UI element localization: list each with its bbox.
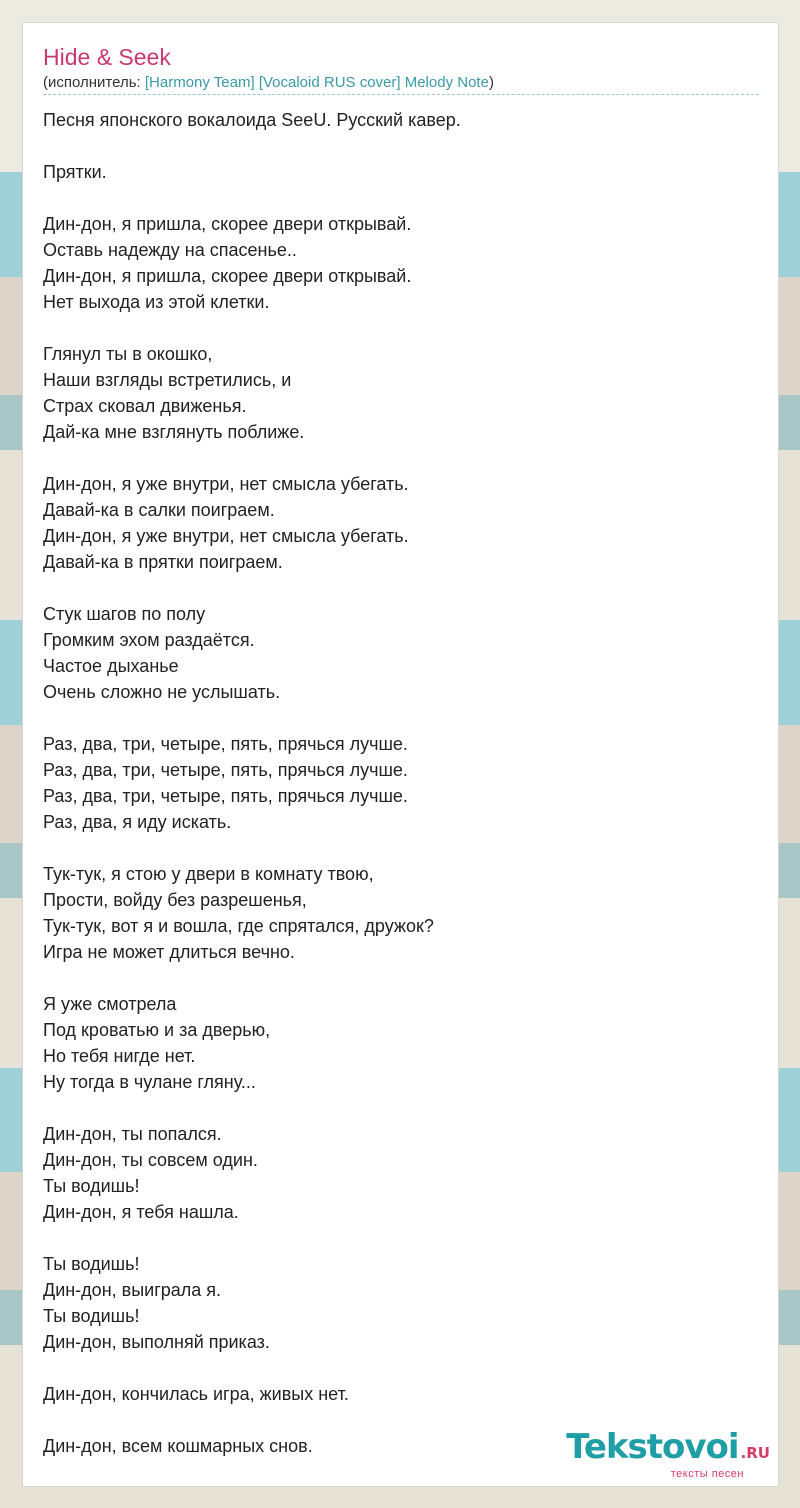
- lyric-line: Давай-ка в салки поиграем.: [43, 500, 275, 520]
- performer-link-harmony-team[interactable]: [Harmony Team]: [144, 74, 255, 91]
- lyrics-stanza: [43, 107, 758, 133]
- lyric-line: Нет выхода из этой клетки.: [43, 292, 270, 312]
- lyric-line: Дин-дон, выиграла я.: [43, 1280, 222, 1300]
- lyric-line: Тук-тук, вот я и вошла, где спрятался, дружок?: [43, 916, 434, 936]
- lyric-line: Дин-дон, кончилась игра, живых нет.: [43, 1384, 349, 1404]
- lyric-line: Тук-тук, я стою у двери в комнату твою,: [43, 864, 374, 884]
- lyrics-stanza: [43, 601, 758, 705]
- lyric-line: Ты водишь!: [43, 1306, 140, 1326]
- performer-prefix: (исполнитель:: [43, 74, 145, 91]
- lyric-line: Оставь надежду на спасенье..: [43, 240, 297, 260]
- lyric-line: Страх сковал движенья.: [43, 396, 247, 416]
- lyric-line: Дин-дон, я пришла, скорее двери открывай.: [43, 266, 412, 286]
- lyric-line: Под кроватью и за дверью,: [43, 1020, 271, 1040]
- logo-wordmark: [566, 1427, 770, 1470]
- lyric-line: Раз, два, я иду искать.: [43, 812, 232, 832]
- logo-tld: .RU: [740, 1444, 770, 1462]
- lyric-line: Дин-дон, я тебя нашла.: [43, 1202, 239, 1222]
- lyric-line: Наши взгляды встретились, и: [43, 370, 292, 390]
- lyric-line: Дин-дон, выполняй приказ.: [43, 1332, 270, 1352]
- lyric-line: Частое дыханье: [43, 656, 179, 676]
- lyric-line: Я уже смотрела: [43, 994, 177, 1014]
- lyrics-stanza: [43, 341, 758, 445]
- lyrics-stanza: [43, 861, 758, 965]
- lyric-line: Раз, два, три, четыре, пять, прячься лучше.: [43, 760, 408, 780]
- lyric-line: Стук шагов по полу: [43, 604, 206, 624]
- performer-link-vocaloid-rus-cover[interactable]: [Vocaloid RUS cover]: [258, 74, 401, 91]
- lyric-line: Прятки.: [43, 162, 107, 182]
- lyric-line: Но тебя нигде нет.: [43, 1046, 196, 1066]
- lyric-line: Дай-ка мне взглянуть поближе.: [43, 422, 305, 442]
- lyrics-stanza: [43, 1251, 758, 1355]
- lyric-line: Песня японского вокалоида SeeU. Русский кавер.: [43, 110, 461, 130]
- lyric-line: Игра не может длиться вечно.: [43, 942, 295, 962]
- lyrics-stanza: [43, 211, 758, 315]
- lyrics-stanza: [43, 1381, 758, 1407]
- lyrics-stanza: [43, 731, 758, 835]
- lyric-line: Ну тогда в чулане гляну...: [43, 1072, 256, 1092]
- lyrics-stanza: [43, 159, 758, 185]
- performer-suffix: ): [488, 74, 494, 91]
- lyrics-stanza: [43, 471, 758, 575]
- performer-line: [43, 73, 759, 95]
- lyrics-stanza: [43, 1121, 758, 1225]
- performer-link-melody-note[interactable]: Melody Note: [404, 74, 489, 91]
- lyric-line: Дин-дон, я пришла, скорее двери открывай.: [43, 214, 412, 234]
- lyric-line: Дин-дон, ты совсем один.: [43, 1150, 258, 1170]
- lyric-line: Дин-дон, я уже внутри, нет смысла убегать.: [43, 474, 409, 494]
- lyric-line: Раз, два, три, четыре, пять, прячься лучше.: [43, 786, 408, 806]
- lyric-line: Дин-дон, я уже внутри, нет смысла убегать.: [43, 526, 409, 546]
- lyric-line: Давай-ка в прятки поиграем.: [43, 552, 283, 572]
- lyric-line: Дин-дон, всем кошмарных снов.: [43, 1436, 313, 1456]
- site-logo[interactable]: [566, 1427, 770, 1480]
- song-title: Hide & Seek: [43, 44, 171, 70]
- lyric-line: Ты водишь!: [43, 1254, 140, 1274]
- lyric-line: Прости, войду без разрешенья,: [43, 890, 307, 910]
- lyric-line: Глянул ты в окошко,: [43, 344, 213, 364]
- lyric-line: Громким эхом раздаётся.: [43, 630, 255, 650]
- logo-name: Tekstovoi: [566, 1427, 739, 1467]
- logo-tagline: тексты песен: [670, 1468, 744, 1480]
- lyric-line: Очень сложно не услышать.: [43, 682, 281, 702]
- lyrics-body: [43, 107, 758, 1459]
- lyric-line: Дин-дон, ты попался.: [43, 1124, 222, 1144]
- lyric-line: Ты водишь!: [43, 1176, 140, 1196]
- lyrics-stanza: [43, 991, 758, 1095]
- lyric-line: Раз, два, три, четыре, пять, прячься лучше.: [43, 734, 408, 754]
- lyrics-card: [22, 22, 779, 1487]
